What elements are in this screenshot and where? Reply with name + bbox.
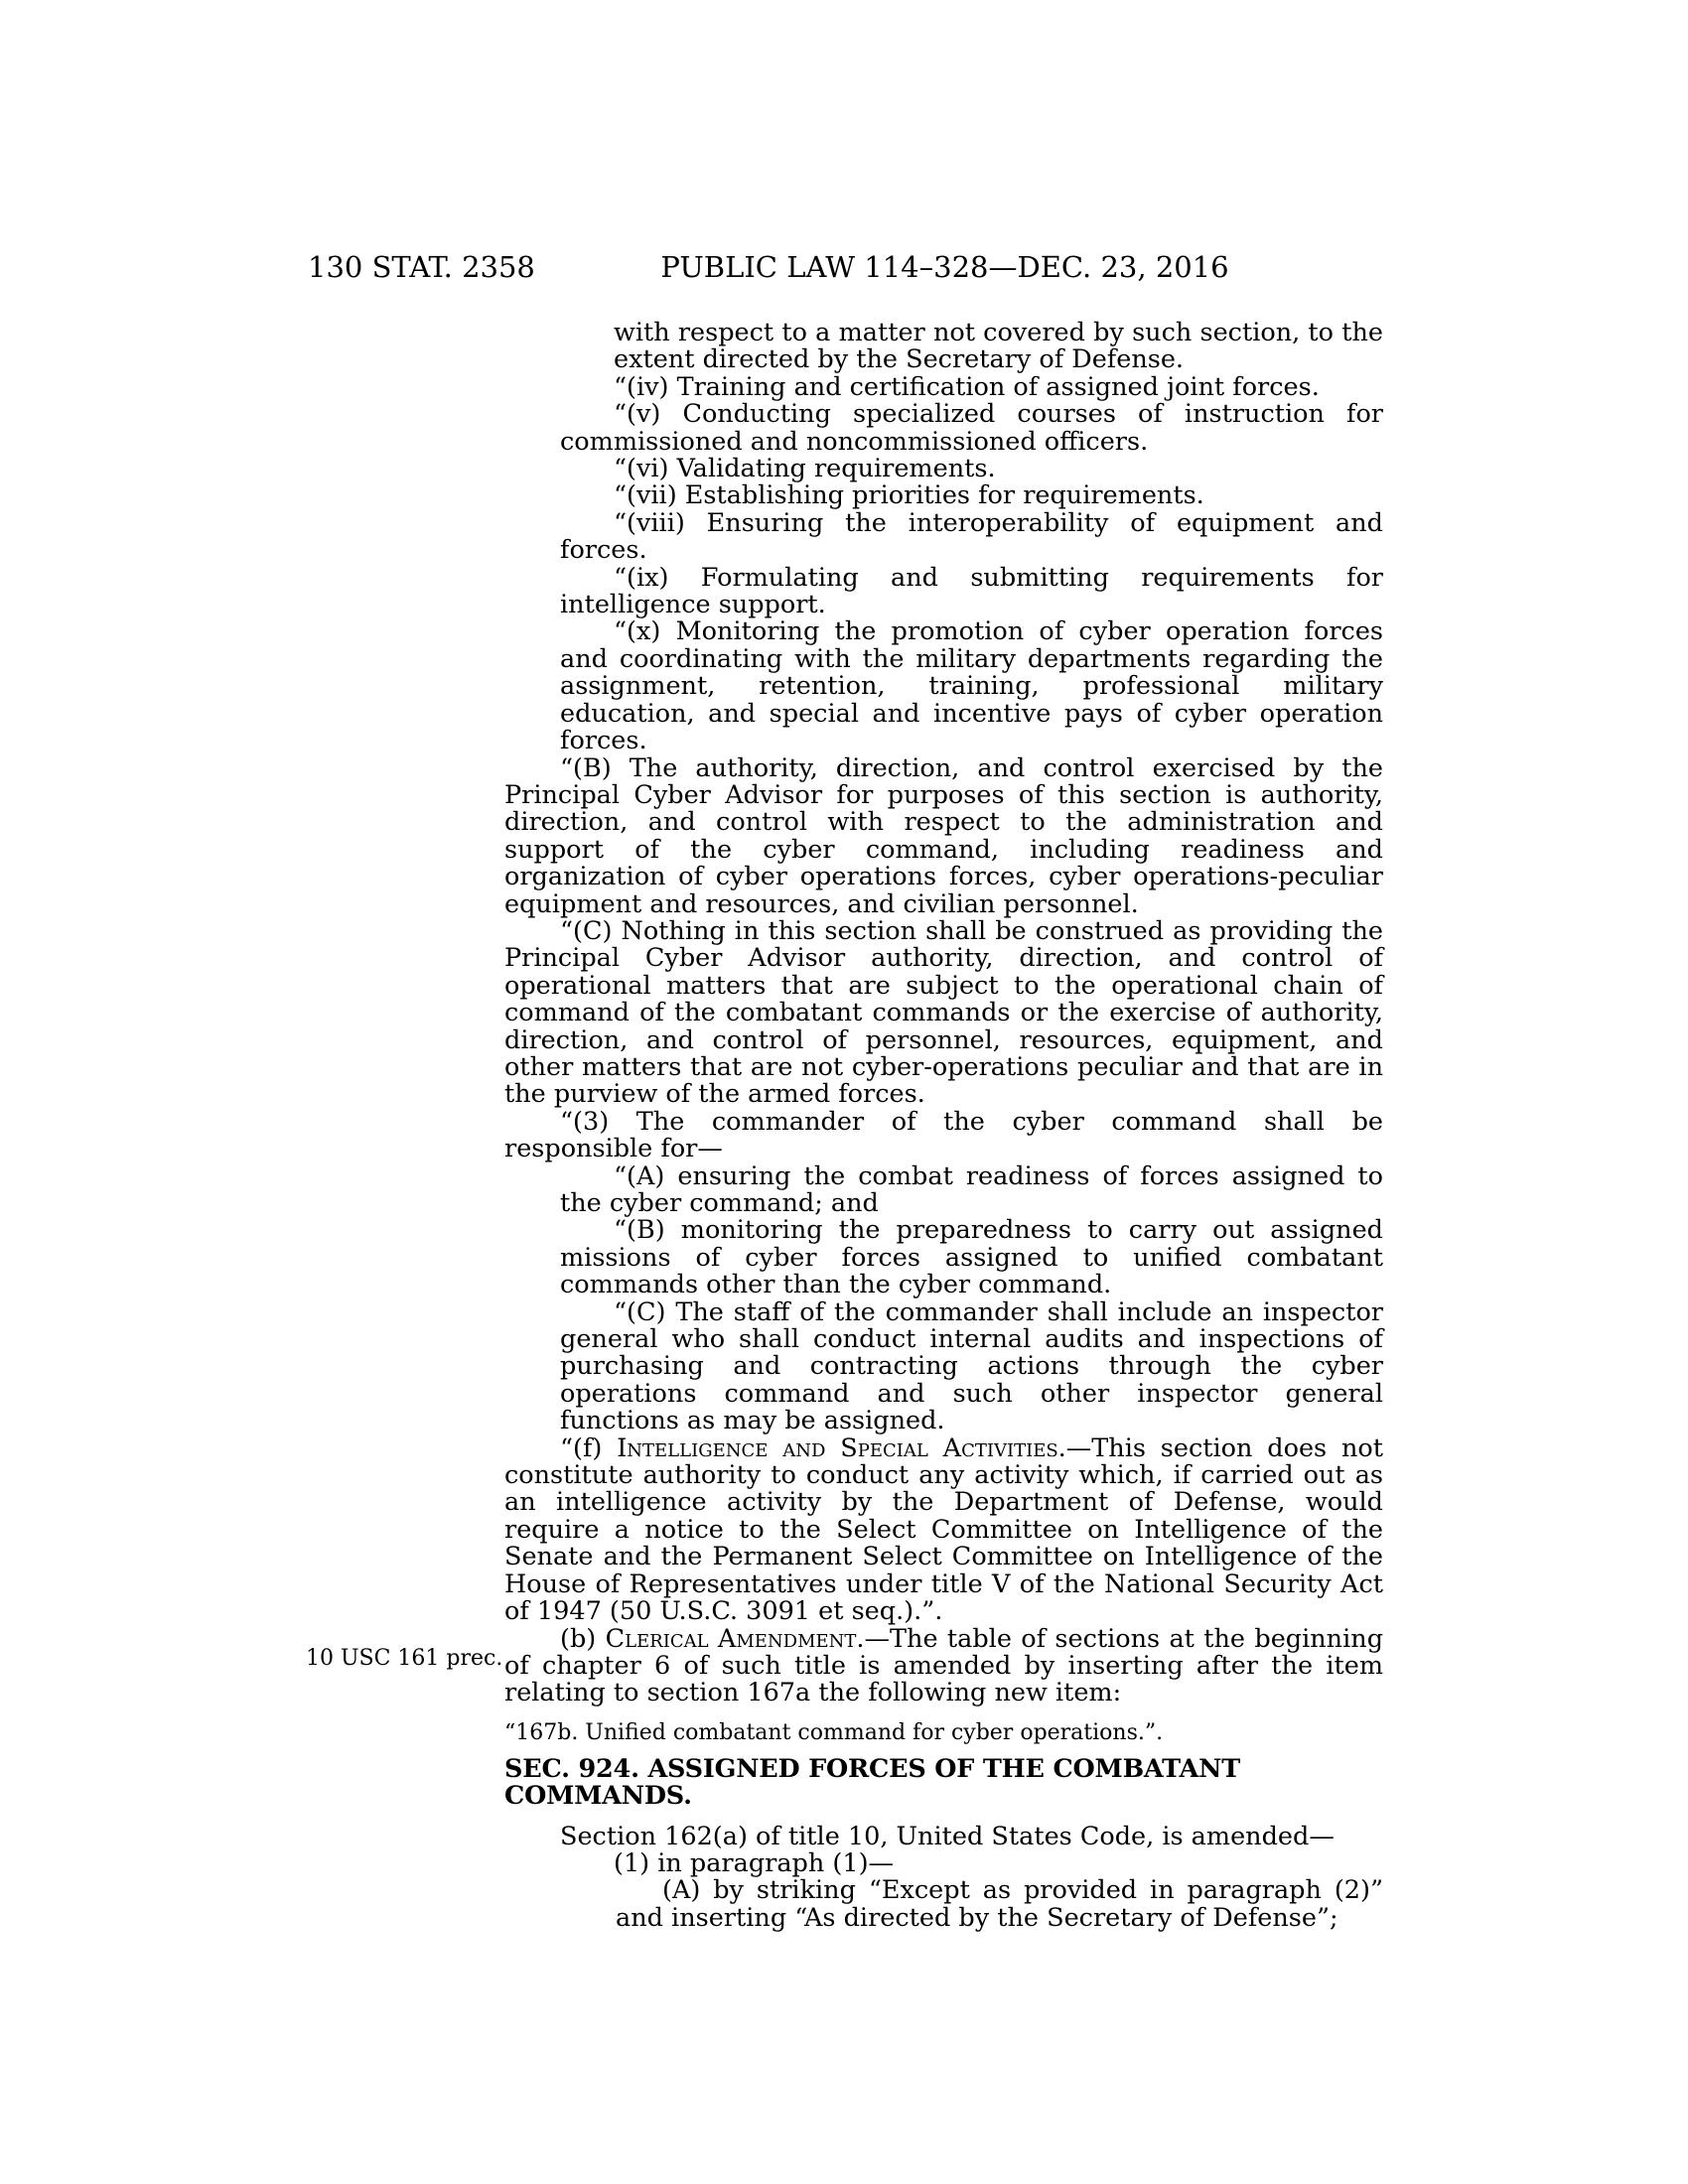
- section-heading-924: SEC. 924. ASSIGNED FORCES OF THE COMBATANT COMMANDS.: [504, 1753, 1240, 1812]
- paragraph-subpara-C: “(C) Nothing in this section shall be construed as providing the Principal Cyber Advisor authority, direction, and control of operational matters that are subject to the operational chain of command of the combatant commands or the exercise of authority, direction, and control of personnel, resources, equipment, and other matters that are not cyber-operations peculiar and that are in the purview of the armed forces.: [504, 915, 1383, 1110]
- paragraph-3-A: “(A) ensuring the combat readiness of forces assigned to the cyber command; and: [560, 1160, 1383, 1218]
- paragraph-sec924-intro: Section 162(a) of title 10, United States Code, is amended—: [560, 1821, 1335, 1851]
- paragraph-sec924-1: (1) in paragraph (1)—: [614, 1847, 895, 1878]
- paragraph-clause-v: “(v) Conducting specialized courses of instruction for commissioned and noncommissioned officers.: [560, 399, 1383, 457]
- paragraph-clause-iv: “(iv) Training and certification of assigned joint forces.: [614, 371, 1320, 402]
- paragraph-clause-ix: “(ix) Formulating and submitting requirements for intelligence support.: [560, 562, 1383, 620]
- paragraph-clause-viii: “(viii) Ensuring the interoperability of equipment and forces.: [560, 507, 1383, 566]
- paragraph-clause-vii: “(vii) Establishing priorities for requirements.: [614, 480, 1204, 511]
- paragraph-clause-x: “(x) Monitoring the promotion of cyber operation forces and coordinating with the military departments regarding the assignment, retention, training, professional military education, and special and incentive pays of cyber operation forces.: [560, 616, 1383, 756]
- paragraph-continuation-fragment: with respect to a matter not covered by such section, to the extent directed by the Secretary of Defense.: [614, 318, 1383, 375]
- margin-note-usc-citation: 10 USC 161 prec.: [306, 1646, 503, 1671]
- paragraph-3-C: “(C) The staff of the commander shall include an inspector general who shall conduct internal audits and inspections of purchasing and contracting actions through the cyber operations command and such other inspector general functions as may be assigned.: [560, 1297, 1383, 1436]
- paragraph-sec924-1-A: (A) by striking “Except as provided in paragraph (2)” and inserting “As directed by the Secretary of Defense”;: [616, 1875, 1383, 1933]
- paragraph-3-B: “(B) monitoring the preparedness to carry out assigned missions of cyber forces assigned to unified combatant commands other than the cyber command.: [560, 1215, 1383, 1300]
- table-of-sections-item: “167b. Unified combatant command for cyber operations.”.: [504, 1719, 1164, 1745]
- paragraph-subsec-f: “(f) Intelligence and Special Activities.—This section does not constitute authority to conduct any activity which, if carried out as an intelligence activity by the Department of Defense, would require a notice to the Select Committee on Intelligence of the Senate and the Permanent Select Committee on Intelligence of the House of Representatives under title V of the National Security Act of 1947 (50 U.S.C. 3091 et seq.).”.: [504, 1433, 1384, 1627]
- paragraph-3: “(3) The commander of the cyber command shall be responsible for—: [504, 1106, 1383, 1164]
- running-head: [308, 250, 1385, 286]
- stat-page-number: 130 STAT. 2358: [308, 250, 535, 284]
- public-law-title: PUBLIC LAW 114–328—DEC. 23, 2016: [660, 250, 1229, 284]
- paragraph-clause-vi: “(vi) Validating requirements.: [614, 454, 996, 484]
- statute-body-text: [504, 320, 1383, 1932]
- paragraph-subpara-B: “(B) The authority, direction, and control exercised by the Principal Cyber Advisor for purposes of this section is authority, direction, and control with respect to the administration and support of the cyber command, including readiness and organization of cyber operations forces, cyber operations-peculiar equipment and resources, and civilian personnel.: [504, 752, 1383, 919]
- paragraph-subsec-b-clerical: (b) Clerical Amendment.—The table of sections at the beginning of chapter 6 of such title is amended by inserting after the item relating to section 167a the following new item:: [504, 1623, 1384, 1708]
